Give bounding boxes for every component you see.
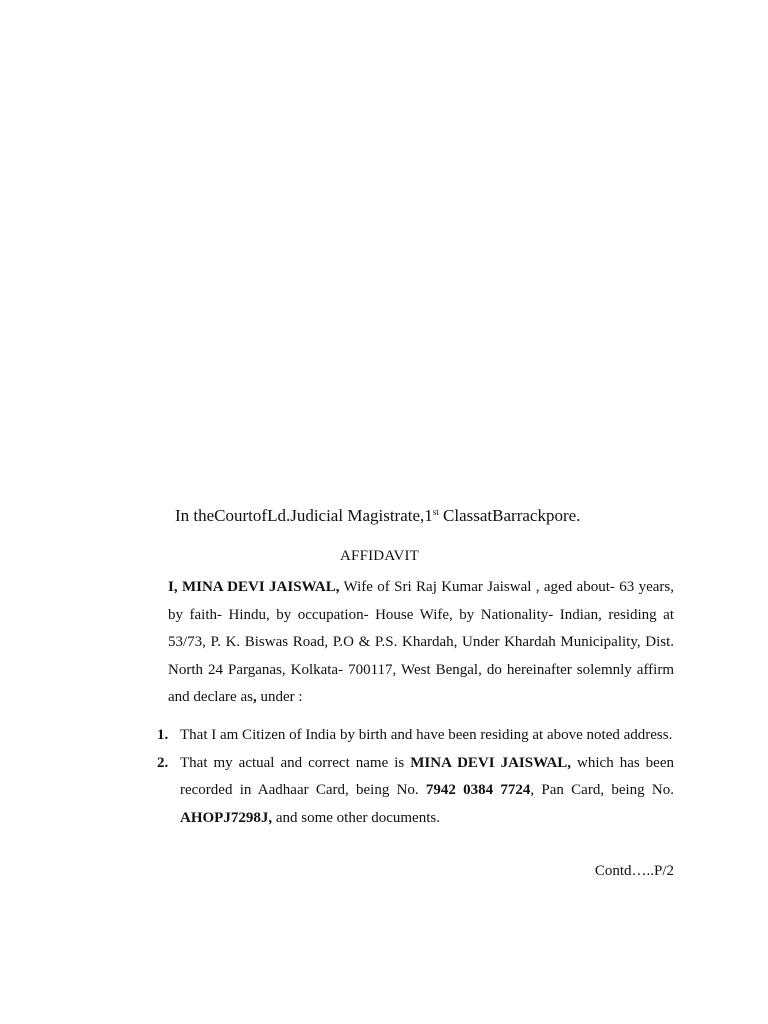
affidavit-heading: AFFIDAVIT	[340, 548, 420, 564]
court-title-suffix: ClassatBarrackpore.	[438, 506, 581, 525]
aadhaar-number: 7942 0384 7724	[425, 782, 531, 799]
clause-text-part: , Pan Card, being No.	[530, 782, 674, 799]
intro-tail: under :	[256, 689, 303, 706]
name-bold: MINA DEVI JAISWAL,	[410, 754, 572, 771]
continuation-note: Contd…..P/2	[594, 863, 674, 879]
clause-text: That I am Citizen of India by birth and have been residing at above noted address.	[180, 727, 673, 743]
clause-list	[157, 722, 674, 832]
court-title-prefix: In theCourtofLd.Judicial Magistrate,1	[175, 506, 433, 525]
clause-text	[180, 755, 674, 826]
intro-paragraph	[168, 574, 674, 712]
pan-number: AHOPJ7298J,	[180, 809, 273, 826]
clause-text-part: That my actual and correct name is	[180, 754, 411, 771]
clause-text-part: and some other documents.	[272, 809, 440, 826]
clause-item	[157, 722, 674, 750]
intro-text: Wife of Sri Raj Kumar Jaiswal , aged about- 63 years, by faith- Hindu, by occupation- House Wife, by Nationality- Indian, residing at 53/73, P. K. Biswas Road, P.O & P.S. Khardah, Under Khardah Municipality, Dist. North 24 Parganas, Kolkata- 700117, West Bengal, do hereinafter solemnly affirm and declare as	[168, 579, 675, 706]
clause-number: 2.	[157, 754, 169, 771]
clause-number: 1.	[157, 727, 169, 743]
deponent-name: I, MINA DEVI JAISWAL,	[168, 579, 340, 595]
court-title-superscript: st	[432, 507, 439, 517]
court-title	[0, 505, 768, 527]
clause-text-part: which has been recorded in Aadhaar Card, being No.	[180, 754, 674, 799]
clause-item	[157, 750, 674, 833]
intro-comma: ,	[252, 689, 257, 706]
